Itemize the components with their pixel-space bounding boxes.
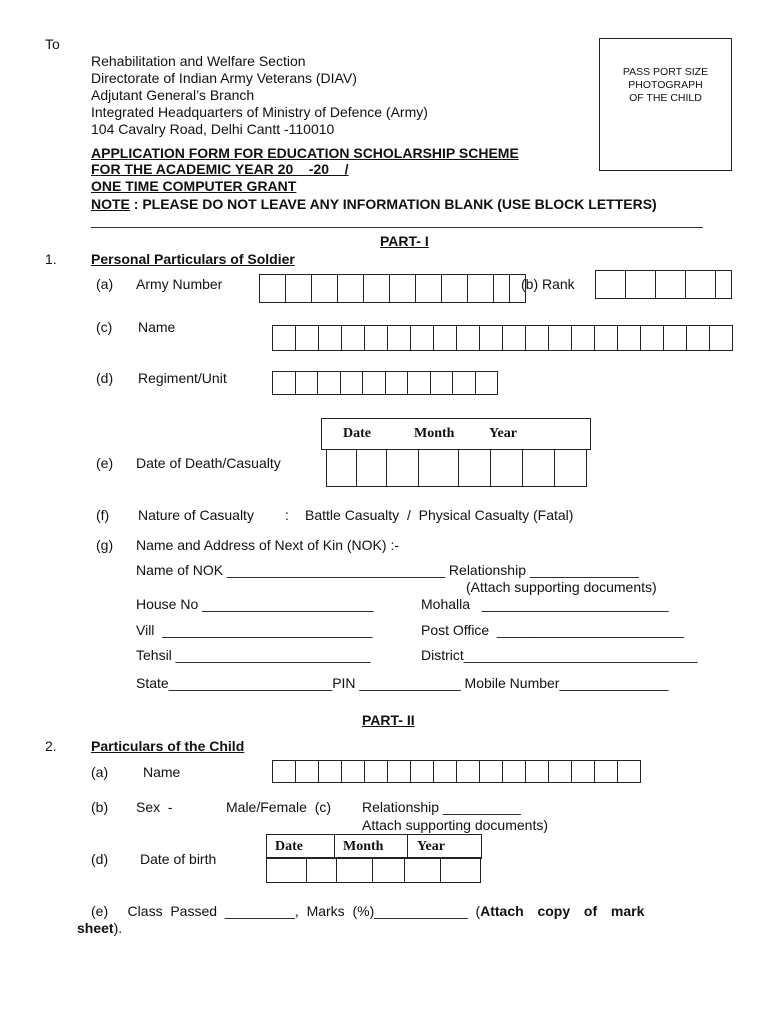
soldier-name-boxes[interactable] (272, 325, 733, 351)
child-relationship-attach-note: Attach supporting documents) (362, 817, 548, 833)
class-passed-end: ). (113, 920, 123, 936)
class-passed-line-2 (77, 920, 122, 936)
date-of-death-label: Date of Death/Casualty (136, 455, 281, 471)
note-line (91, 196, 657, 212)
form-title-line-2: FOR THE ACADEMIC YEAR 20 -20 / (91, 161, 349, 177)
tehsil-field[interactable]: Tehsil _________________________ (136, 647, 371, 663)
casualty-date-header-date: Date (343, 426, 371, 441)
heading-divider (91, 227, 703, 228)
item-2b-label: (b) (91, 799, 109, 815)
item-2d-label: (d) (91, 851, 109, 867)
passport-photo-box[interactable] (599, 38, 732, 171)
child-relationship-field[interactable]: Relationship __________ (362, 799, 521, 815)
photo-box-line-2: PHOTOGRAPH (628, 79, 703, 91)
to-label: To (45, 36, 60, 52)
address-line-5: 104 Cavalry Road, Delhi Cantt -110010 (91, 121, 335, 137)
part-2-title: PART- II (362, 712, 415, 728)
house-no-field[interactable]: House No ______________________ (136, 596, 374, 612)
nature-of-casualty-label: Nature of Casualty (138, 507, 254, 523)
section-1-heading: Personal Particulars of Soldier (91, 251, 295, 267)
child-name-label: Name (143, 764, 181, 780)
section-2-number: 2. (45, 738, 57, 754)
regiment-unit-boxes[interactable] (272, 371, 498, 395)
note-text: : PLEASE DO NOT LEAVE ANY INFORMATION BLANK (USE BLOCK LETTERS) (129, 196, 657, 212)
class-passed-line[interactable] (91, 903, 644, 919)
dob-header-year: Year (417, 839, 445, 854)
form-title-line-1: APPLICATION FORM FOR EDUCATION SCHOLARSHIP SCHEME (91, 145, 519, 161)
state-pin-mobile-line[interactable]: State_____________________PIN _____________ Mobile Number______________ (136, 675, 669, 691)
form-title-line-3: ONE TIME COMPUTER GRANT (91, 178, 297, 194)
address-line-1: Rehabilitation and Welfare Section (91, 53, 306, 69)
army-number-label: Army Number (136, 276, 223, 292)
section-2-heading: Particulars of the Child (91, 738, 245, 754)
item-1d-label: (d) (96, 370, 114, 386)
part-1-title: PART- I (380, 233, 429, 249)
attach-mark-sheet-note: Attach copy of mark (480, 903, 645, 919)
address-line-4: Integrated Headquarters of Ministry of Defence (Army) (91, 104, 428, 120)
mohalla-field[interactable]: Mohalla ________________________ (421, 596, 669, 612)
soldier-name-label: Name (138, 319, 176, 335)
casualty-date-header-month: Month (414, 426, 455, 441)
regiment-unit-label: Regiment/Unit (138, 370, 227, 386)
sheet-word: sheet (77, 920, 114, 936)
photo-box-line-1: PASS PORT SIZE (622, 66, 709, 78)
sex-options[interactable]: Male/Female (c) (226, 799, 332, 815)
item-1e-label: (e) (96, 455, 114, 471)
nok-attach-note: (Attach supporting documents) (466, 579, 657, 595)
address-line-2: Directorate of Indian Army Veterans (DIAV) (91, 70, 357, 86)
army-number-boxes[interactable] (259, 274, 526, 303)
dob-header-month: Month (343, 839, 384, 854)
casualty-date-header-year: Year (489, 426, 517, 441)
vill-field[interactable]: Vill ___________________________ (136, 622, 373, 638)
post-office-field[interactable]: Post Office ________________________ (421, 622, 684, 638)
section-1-number: 1. (45, 251, 57, 267)
sex-label: Sex - (136, 799, 173, 815)
dob-header-date: Date (275, 839, 303, 854)
date-of-birth-label: Date of birth (140, 851, 217, 867)
item-1f-label: (f) (96, 507, 110, 523)
note-label: NOTE (91, 196, 130, 212)
nok-heading: Name and Address of Next of Kin (NOK) :- (136, 537, 399, 553)
rank-label: (b) Rank (521, 276, 575, 292)
photo-box-line-3: OF THE CHILD (629, 92, 702, 104)
class-passed-text: (e) Class Passed _________, Marks (%)____________ ( (91, 903, 481, 919)
item-1a-label: (a) (96, 276, 114, 292)
child-name-boxes[interactable] (272, 760, 641, 783)
item-2a-label: (a) (91, 764, 109, 780)
nok-name-relationship-line[interactable]: Name of NOK ____________________________ Relationship ______________ (136, 562, 639, 578)
nature-of-casualty-colon: : (285, 507, 289, 523)
nature-of-casualty-options[interactable]: Battle Casualty / Physical Casualty (Fatal) (305, 507, 574, 523)
district-field[interactable]: District______________________________ (421, 647, 698, 663)
casualty-date-boxes[interactable] (326, 449, 587, 487)
item-1c-label: (c) (96, 319, 113, 335)
rank-boxes[interactable] (595, 270, 732, 299)
dob-boxes[interactable] (266, 857, 481, 883)
address-line-3: Adjutant General’s Branch (91, 87, 255, 103)
item-1g-label: (g) (96, 537, 114, 553)
